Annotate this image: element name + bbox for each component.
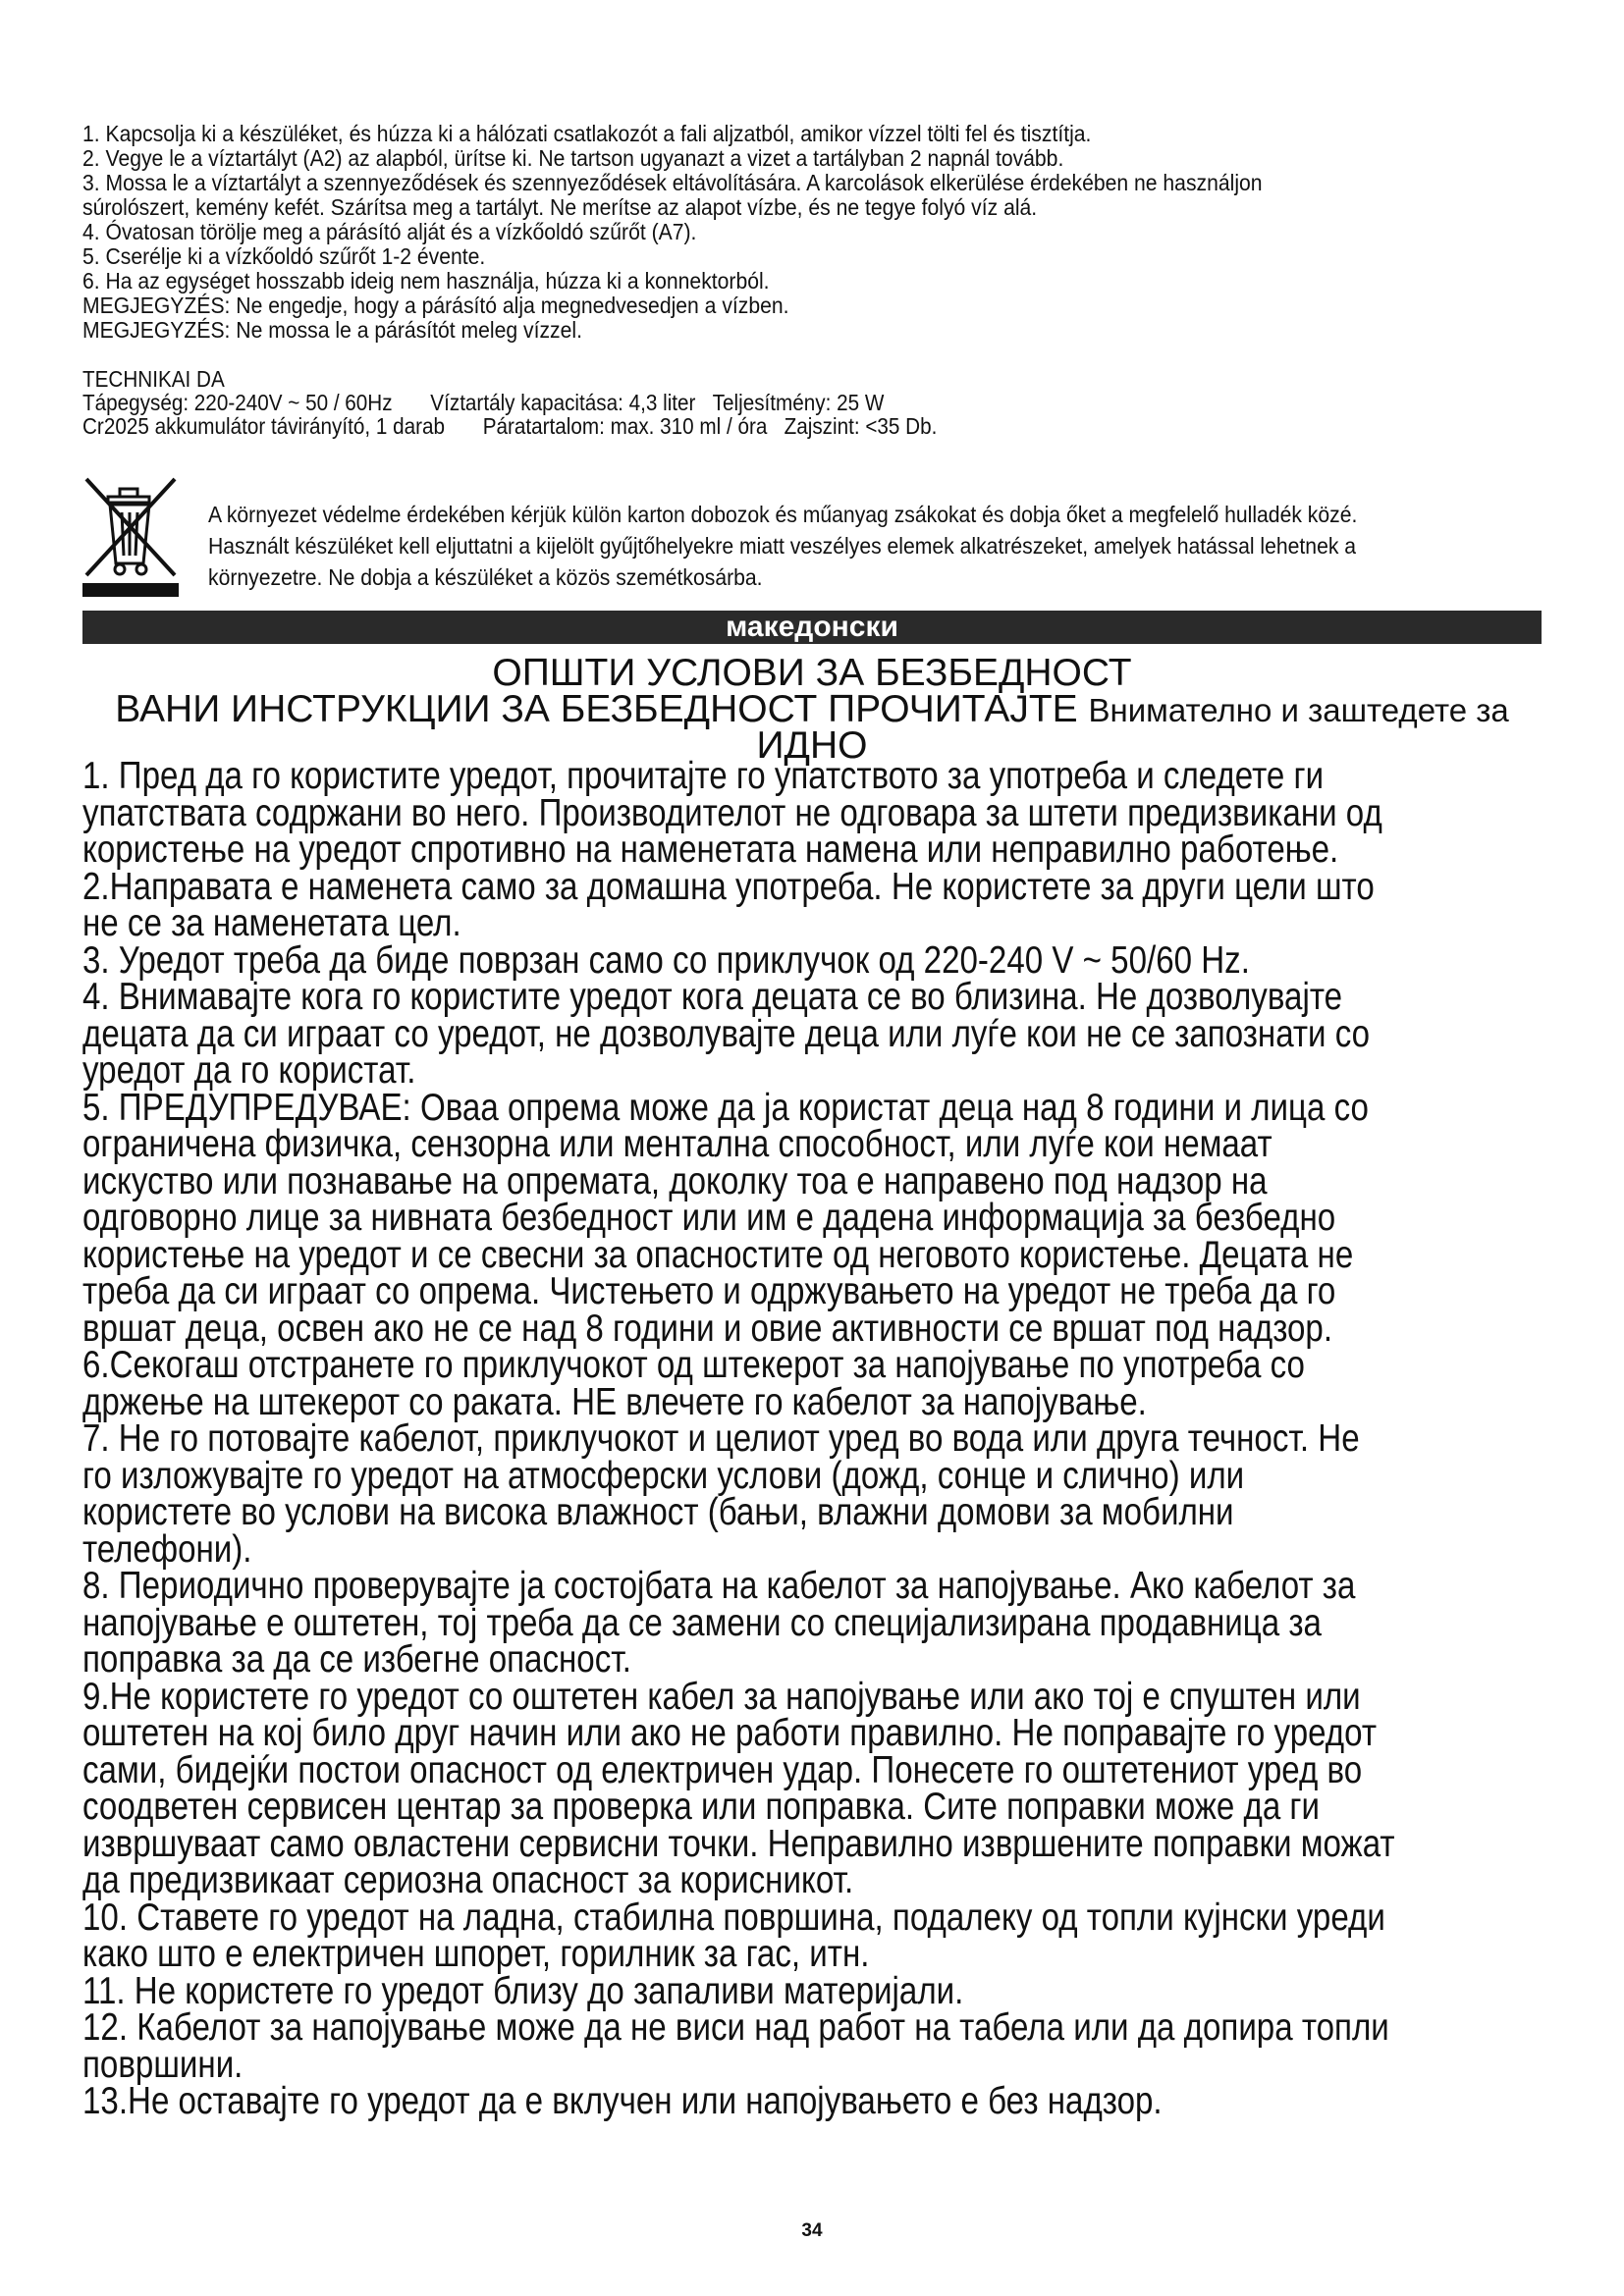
technical-data <box>82 367 1054 438</box>
mk-line: 1. Пред да го користите уредот, прочитајте го упатството за употреба и следете ги <box>82 755 1325 797</box>
mk-line: 13.Не оставајте го уредот да е вклучен или напојувањето е без надзор. <box>82 2080 1163 2122</box>
env-line: környezetre. Ne dobja a készüléket a közös szemétkosárba. <box>208 564 763 590</box>
mk-line: телефони). <box>82 1527 252 1571</box>
environment-notice <box>208 499 1563 593</box>
mk-line: вршат деца, освен ако не се над 8 години и овие активности се вршат под надзор. <box>82 1307 1333 1350</box>
mk-line: одговорно лице за нивната безбедност или им е дадена информација за безбедно <box>82 1197 1336 1239</box>
safety-title: ОПШТИ УСЛОВИ ЗА БЕЗБЕДНОСТ <box>492 652 1132 694</box>
mk-line: 12. Кабелот за напојување може да не виси над работ на табела или да допира топли <box>82 2006 1389 2049</box>
hu-line: 3. Mossa le a víztartályt a szennyeződések és szennyeződések eltávolítására. A karcolások elkerülése érdekében ne használjon <box>82 170 1263 195</box>
safety-subtitle-end: ИДНО <box>756 724 868 767</box>
mk-line: како што е електричен шпорет, горилник за гас, итн. <box>82 1933 870 1975</box>
mk-line: извршуваат само овластени сервисни точки. Неправилно извршените поправки можат <box>82 1822 1395 1865</box>
mk-line: користење на уредот спротивно на наменетата намена или неправилно работење. <box>82 828 1339 871</box>
tech-power: Tápegység: 220-240V ~ 50 / 60Hz <box>82 390 393 415</box>
mk-line: ограничена физичка, сензорна или ментална способност, или луѓе кои немаат <box>82 1123 1272 1165</box>
language-label: македонски <box>726 611 898 643</box>
mk-line: држење на штекерот со раката. НЕ влечете го кабелот за напојување. <box>82 1380 1147 1423</box>
safety-subtitle-main: ВАНИ ИНСТРУКЦИИ ЗА БЕЗБЕДНОСТ ПРОЧИТАЈТЕ <box>115 688 1078 730</box>
mk-line: 6.Секогаш отстранете го приклучокот од штекерот за напојување по употреба со <box>82 1344 1305 1386</box>
tech-remote: Cr2025 akkumulátor távirányító, 1 darab <box>82 413 445 439</box>
language-section-bar <box>82 611 1542 644</box>
mk-line: 11. Не користете го уредот близу до запаливи материјали. <box>82 1969 964 2012</box>
tech-noise: Zajszint: <35 Db. <box>784 413 938 439</box>
mk-line: уредот да го користат. <box>82 1049 416 1092</box>
env-line: A környezet védelme érdekében kérjük külön karton dobozok és műanyag zsákokat és dobja őket a megfelelő hulladék közé. <box>208 502 1358 527</box>
mk-line: соодветен сервисен центар за проверка или поправка. Сите поправки може да ги <box>82 1786 1321 1828</box>
mk-line: 9.Не користете го уредот со оштетен кабел за напојување или ако тој е спуштен или <box>82 1675 1361 1718</box>
mk-line: не се за наменетата цел. <box>82 902 461 944</box>
hu-note: MEGJEGYZÉS: Ne engedje, hogy a párásító alja megnedvesedjen a vízben. <box>82 293 789 318</box>
mk-line: искуство или познавање на опремата, доколку тоа е направено под надзор на <box>82 1159 1268 1202</box>
mk-line: 10. Ставете го уредот на ладна, стабилна површина, подалеку од топли кујнски уреди <box>82 1896 1385 1939</box>
mk-line: треба да си играат со опрема. Чистењето и одржувањето на уредот не треба да го <box>82 1270 1336 1312</box>
tech-tank: Víztartály kapacitása: 4,3 liter <box>430 390 696 415</box>
safety-subtitle-tail: Внимателно и заштедете за <box>1088 692 1509 728</box>
mk-line: 4. Внимавајте кога го користите уредот кога децата се во близина. Не дозволувајте <box>82 976 1343 1018</box>
tech-row-1 <box>82 391 937 414</box>
hu-line: 5. Cserélje ki a vízkőoldó szűrőt 1-2 évente. <box>82 243 486 269</box>
hungarian-cleaning-instructions <box>82 122 1536 343</box>
mk-line: сами, бидејќи постои опасност од електричен удар. Понесете го оштетениот уред во <box>82 1748 1363 1791</box>
tech-humidity: Páratartalom: max. 310 ml / óra <box>482 413 768 439</box>
mk-line: 2.Направата е наменета само за домашна употреба. Не користете за други цели што <box>82 865 1375 908</box>
mk-line: оштетен на кој било друг начин или ако не работи правилно. Не поправајте го уредот <box>82 1712 1377 1754</box>
hu-line: 1. Kapcsolja ki a készüléket, és húzza ki a hálózati csatlakozót a fali aljzatból, amikor vízzel tölti fel és tisztítja. <box>82 121 1092 146</box>
mk-line: користење на уредот и се свесни за опасностите од неговото користење. Децата не <box>82 1233 1354 1276</box>
hu-line: súrolószert, kemény kefét. Szárítsa meg a tartályt. Ne merítse az alapot vízbe, és ne tegye folyó víz alá. <box>82 194 1038 220</box>
weee-crossed-bin-icon <box>77 473 185 601</box>
mk-line: 3. Уредот треба да биде поврзан само со приклучок од 220-240 V ~ 50/60 Hz. <box>82 938 1250 982</box>
hu-line: 4. Óvatosan törölje meg a párásító alját és a vízkőoldó szűrőt (A7). <box>82 219 697 244</box>
env-line: Használt készüléket kell eljuttatni a kijelölt gyűjtőhelyekre miatt veszélyes elemek alkatrészeket, amelyek hatással lehetnek a <box>208 533 1357 559</box>
mk-line: 5. ПРЕДУПРЕДУВАЕ: Оваа опрема може да ја користат деца над 8 години и лица со <box>82 1086 1369 1129</box>
mk-line: поправка за да се избегне опасност. <box>82 1638 631 1681</box>
macedonian-safety-instructions <box>82 755 1585 2122</box>
mk-line: 8. Периодично проверувајте ја состојбата на кабелот за напојување. Ако кабелот за <box>82 1565 1356 1607</box>
tech-wattage: Teljesítmény: 25 W <box>712 390 885 415</box>
hu-line: 6. Ha az egységet hosszabb ideig nem használja, húzza ki a konnektorból. <box>82 268 770 294</box>
mk-line: да предизвикаат сериозна опасност за корисникот. <box>82 1859 854 1901</box>
tech-heading: TECHNIKAI DA <box>82 366 225 392</box>
mk-line: го изложувајте го уредот на атмосферски услови (дожд, сонце и слично) или <box>82 1454 1245 1497</box>
page-number: 34 <box>801 2220 823 2241</box>
mk-line: површини. <box>82 2043 244 2086</box>
mk-line: упатствата содржани во него. Производителот не одговара за штети предизвикани од <box>82 791 1382 834</box>
hu-line: 2. Vegye le a víztartályt (A2) az alapból, ürítse ki. Ne tartson ugyanazt a vizet a tartályban 2 napnál tovább. <box>82 145 1064 171</box>
hu-note: MEGJEGYZÉS: Ne mossa le a párásítót meleg vízzel. <box>82 317 582 343</box>
tech-row-2 <box>82 414 937 438</box>
mk-line: 7. Не го потовајте кабелот, приклучокот и целиот уред во вода или друга течност. Не <box>82 1417 1360 1460</box>
mk-line: напојување е оштетен, тој треба да се замени со специјализирана продавница за <box>82 1601 1322 1644</box>
mk-line: децата да си играат со уредот, не дозволувајте деца или луѓе кои не се запознати со <box>82 1012 1371 1055</box>
mk-line: користете во услови на висока влажност (бањи, влажни домови за мобилни <box>82 1491 1234 1533</box>
